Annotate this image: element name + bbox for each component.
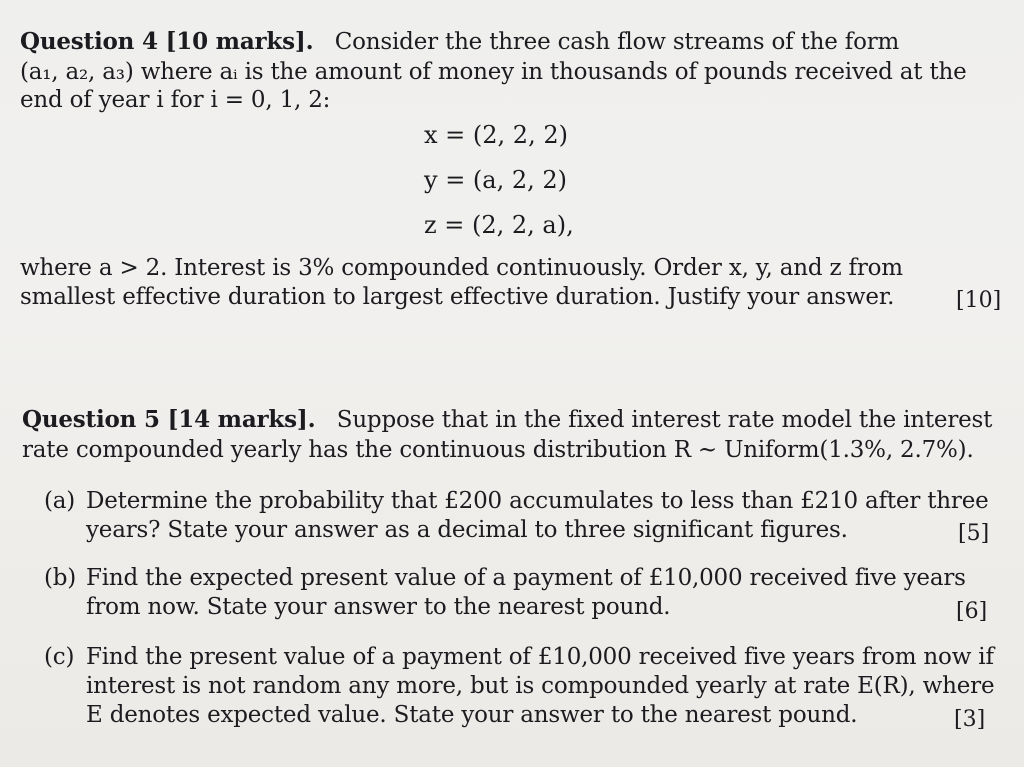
part-a-label: (a) xyxy=(44,488,76,514)
part-b-label: (b) xyxy=(44,565,77,591)
part-c-line-2: interest is not random any more, but is compounded yearly at rate E(R), where xyxy=(86,673,995,699)
q5-intro: Suppose that in the fixed interest rate model the interest xyxy=(336,407,993,433)
q4-heading: Question 4 [10 marks]. xyxy=(20,28,314,55)
q5-line-1 xyxy=(22,406,992,434)
equation-y: y = (a, 2, 2) xyxy=(424,166,568,194)
part-a-marks: [5] xyxy=(958,521,990,546)
equation-z: z = (2, 2, a), xyxy=(424,211,574,239)
equation-x: x = (2, 2, 2) xyxy=(424,121,568,149)
part-c-label: (c) xyxy=(44,644,75,670)
q4-line-4: where a > 2. Interest is 3% compounded continuously. Order x, y, and z from xyxy=(20,255,903,281)
q4-line-2: (a₁, a₂, a₃) where aᵢ is the amount of money in thousands of pounds received at the xyxy=(20,59,967,85)
q4-line-3: end of year i for i = 0, 1, 2: xyxy=(20,87,331,113)
part-c-marks: [3] xyxy=(954,707,986,732)
part-c-line-1: Find the present value of a payment of £10,000 received five years from now if xyxy=(86,644,994,670)
part-c-line-3: E denotes expected value. State your answer to the nearest pound. xyxy=(86,702,858,728)
q4-intro: Consider the three cash flow streams of the form xyxy=(334,29,900,55)
q5-line-2: rate compounded yearly has the continuous distribution R ~ Uniform(1.3%, 2.7%). xyxy=(22,437,974,463)
part-b-marks: [6] xyxy=(956,599,988,624)
part-b-line-2: from now. State your answer to the nearest pound. xyxy=(86,594,671,620)
part-b-line-1: Find the expected present value of a payment of £10,000 received five years xyxy=(86,565,966,591)
part-a-line-1: Determine the probability that £200 accumulates to less than £210 after three xyxy=(86,488,989,514)
q5-heading: Question 5 [14 marks]. xyxy=(22,406,316,433)
part-a-line-2: years? State your answer as a decimal to three significant figures. xyxy=(86,517,848,543)
q4-line-5: smallest effective duration to largest effective duration. Justify your answer. xyxy=(20,284,895,310)
q4-line-1 xyxy=(20,28,899,56)
q4-marks: [10] xyxy=(956,288,1002,313)
